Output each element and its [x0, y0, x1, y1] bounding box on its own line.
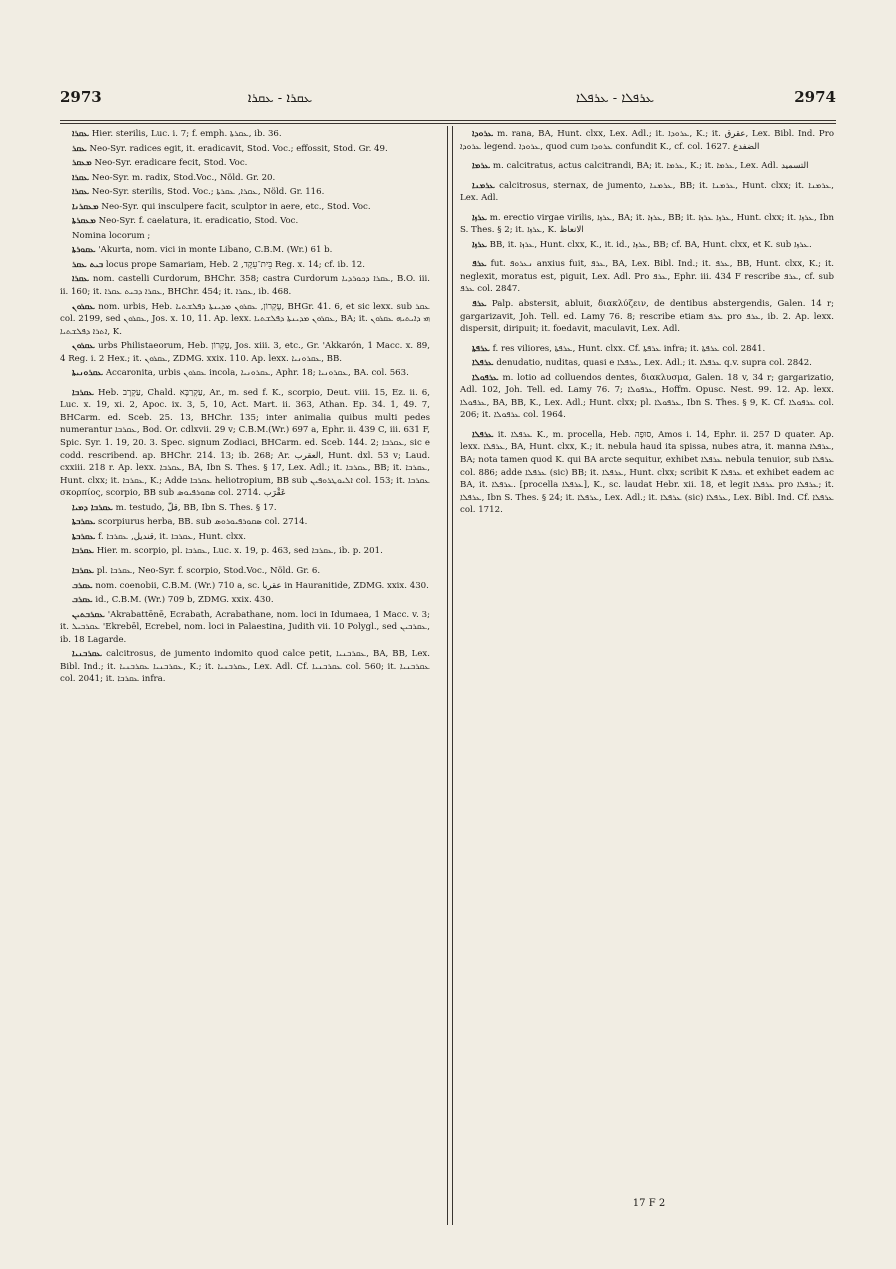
entry-text: Hier. m. scorpio, pl. ܥܩܪܒܐ, Luc. x. 19, p. 463, sed ܥܩܪܒܐ, ib. p. 201.	[96, 546, 383, 557]
entry-text: fut. ܢܥܪܘܦ anxius fuit, ܥܪܦ, BA, Lex. Bibl. Ind.; it. ܥܪܦ, BB, Hunt. clxx, K.; it. neglexit, moratus est, piguit, Lex. Adl. Pro ܥܪܦ, Ephr. iii. 434 F rescribe ܥܪܦ, cf. sub ܥܪܦ col. 2847.	[460, 259, 834, 295]
entry-text: m. calcitratus, actus calcitrandi, BA; it. ܥܪܡܐ, K.; it. ܥܪܡܐ, Lex. Adl.	[492, 161, 779, 172]
arabic-gloss: الانعاظ	[559, 225, 584, 236]
entry-headword: ܥܪܦ	[472, 299, 487, 310]
dictionary-entry	[60, 244, 430, 257]
header-rule	[60, 123, 836, 124]
entry-headword: ܥܩܪܘܢ	[72, 341, 95, 352]
signature-mark: 17 F 2	[632, 1198, 666, 1209]
entry-headword: ܥܩܪܒܐ	[72, 546, 94, 557]
dictionary-entry	[60, 230, 430, 243]
dictionary-entry	[60, 259, 430, 272]
entry-text: Nomina locorum ;	[72, 230, 151, 241]
entry-headword: ܥܩܘܪܬܐ	[72, 245, 96, 256]
dictionary-entry	[460, 160, 834, 173]
dictionary-entry	[60, 157, 430, 170]
entry-headword: ܥܩܪܒܢܝܐ	[72, 649, 103, 660]
dictionary-entry	[60, 172, 430, 185]
entry-text: urbs Philistaeorum, Heb. עֶקְרוֹן, Jos. xiii. 3, etc., Gr. 'Akkarón, 1 Macc. x. 89, 4 Reg. i. 2 Hex.; it. ܥܩܪܘܢ, ZDMG. xxix. 110. Ap. lexx. ܥܩܪܘܢܝܐ, BB.	[60, 341, 430, 364]
entry-text: Neo-Syr. m. radix, Stod.Voc., Nöld. Gr. 20.	[91, 172, 276, 183]
left-page-number: 2973	[60, 88, 102, 106]
entry-headword: ܥܪܘܕܐ	[472, 129, 494, 139]
entry-headword: ܥܩܪ	[72, 143, 87, 154]
entry-headword: ܥܩܪܒܐ	[72, 387, 94, 398]
entry-headword: ܡܥܩܪ	[72, 158, 92, 169]
arabic-gloss: عَقْرَب	[263, 488, 287, 499]
entry-text: locus prope Samariam, Heb. בֵּית־עֵקֶד, 2 Reg. x. 14; cf. ib. 12.	[105, 259, 365, 270]
dictionary-entry	[60, 531, 430, 544]
entry-text: id., C.B.M. (Wr.) 709 b, ZDMG. xxix. 430.	[95, 595, 274, 606]
entry-headword: ܥܪܙܐ	[472, 212, 487, 223]
entry-text: m. lotio ad colluendos dentes, διακλυσμα, Galen. 18 v, 34 r; gargarizatio, Adl. 102, Joh. Tell. ed. Lamy 76. 7; ܥܪܦܘܠܐ, Hoffm. Opusc. Nest. 99. 12. Ap. lexx. ܥܪܦܘܠܐ, BA, BB, K., Lex. Adl.; Hunt. clxx; pl. ܥܪܦܘܠܐ, Ibn S. Thes. § 9, K. Cf. ܥܪܦܘܠܐ col. 206; it. ܥܪܦܘܠܐ col. 1964.	[460, 372, 835, 421]
entry-text: Accaronita, urbis ܥܩܪܘܢ incola, ܥܩܪܘܢܝܐ, Aphr. 18; ܥܩܪܘܢܝܐ, BA. col. 563.	[105, 368, 409, 379]
entry-text: 'Akurta, nom. vici in monte Libano, C.B.M. (Wr.) 61 b.	[98, 245, 333, 256]
entry-headword: ܥܩܪܐ	[72, 274, 90, 285]
arabic-gloss: الضفدع	[732, 141, 760, 152]
entry-headword: ܥܪܡܢܐ	[472, 180, 496, 191]
entry-text: f. res viliores, ܥܪܦܬܐ, Hunt. clxx. Cf. ܥܪܦܬܐ infra; it. ܥܪܦܬܐ col. 2841.	[492, 343, 766, 354]
dictionary-entry	[460, 298, 834, 336]
entry-headword: ܥܪܦ	[472, 259, 487, 270]
entry-headword: ܒܝܬ ܥܩܪ	[72, 259, 104, 270]
dictionary-entry	[60, 502, 430, 515]
page-header	[60, 88, 836, 114]
dictionary-entry	[60, 594, 430, 607]
entry-headword: ܥܩܪܒܬܝܢ	[72, 609, 105, 620]
entry-text: calcitrosus, sternax, de jumento, ܥܪܡܢܐ, BB; it. ܥܪܡܢܐ, Hunt. clxx; it. ܥܪܡܢܐ, Lex. Adl.	[460, 180, 834, 204]
dictionary-entry	[60, 215, 430, 228]
dictionary-entry	[460, 372, 834, 422]
dictionary-entry	[60, 516, 430, 529]
entry-text: f. قنديل, ܥܩܪܒܐ, it. ܥܩܪܒܐ, Hunt. clxx.	[98, 531, 246, 542]
dictionary-entry	[60, 387, 430, 500]
dictionary-entry	[60, 186, 430, 199]
entry-text: nom. castelli Curdorum, BHChr. 358; castra Curdorum ܥܩܪܐ ܕܟܘܪܕܝܐ, B.O. iii. ii. 160; it. ܥܩܪܐ ܕܒܝܬ ܥܩܪܐ, BHChr. 454; it. ܥܩܪܐ, ib. 468.	[60, 274, 430, 298]
entry-text: 'Akrabattēnē, Ecrabath, Acrabathane, nom. loci in Idumaea, 1 Macc. v. 3; it. ܥܩܪܒܝܠ 'Ekrebēl, Ecrebel, nom. loci in Palaestina, Judith vii. 10 Polygl., sed ܥܩܪܒܝܢ, ib. 18 Lagarde.	[60, 609, 430, 645]
dictionary-entry	[60, 545, 430, 558]
entry-text: Heb. עַקְרָב, Chald. עַקְרַבָּא, Ar., m. sed f. K., scorpio, Deut. viii. 15, Ez. ii. 6, Luc. x. 19, xi. 2, Apoc. ix. 3, 5, 10, Act. Mart. ii. 363, Athan. Ep. 34. 1, 49. 7, BHCarm. ed. Sceb. 25. 13, BHChr. 135; inter animalia quibus multi pedes numerantur ܥܩܪܒܐ, Bod. Or. cdlxvii. 29 v; C.B.M.(Wr.) 697 a, Ephr. ii. 439 C, iii. 631 F, Spic. Syr. 1. 19, 20. 3. Spec. signum Zodiaci, BHCarm. ed. Sceb. 144. 2; ܥܩܪܒܐ, sic e codd. rescribend. ap. BHChr. 214. 13; ib. 268; Ar. العقرب, Hunt. dxl. 53 v; Laud. cxxiii. 218 r. Ap. lexx. ܥܩܪܒܐ, BA, Ibn S. Thes. § 17, Lex. Adl.; it. ܥܩܪܒܐ, BB; it. ܥܩܪܒܐ, Hunt. clxx; it. ܥܩܪܒܐ, K.; Adde ܥܩܪܒܐ heliotropium, BB sub ܐܠܝܘܛܪܘܦܝܢ col. 153; it. ܥܩܪܒܐ σκορπίος, scorpio, BB sub ܣܩܘܪܦܝܘܣ col. 2714.	[60, 387, 431, 499]
dictionary-entry	[60, 580, 430, 593]
entry-text: Neo-Syr. eradicare fecit, Stod. Voc.	[94, 158, 248, 169]
dictionary-entry	[60, 128, 430, 141]
header-rule	[60, 120, 836, 121]
dictionary-entry	[60, 273, 430, 298]
entry-headword: ܥܪܦܠܐ	[472, 429, 494, 440]
entry-text: nom. coenobii, C.B.M. (Wr.) 710 a, sc. عقربا in Hauranitide, ZDMG. xxix. 430.	[95, 580, 429, 591]
dictionary-entry	[60, 301, 430, 339]
entry-headword: ܥܩܪܒ	[72, 580, 93, 591]
dictionary-entry	[460, 429, 834, 517]
entry-text: denudatio, nuditas, quasi e ܥܪܦܠܐ, Lex. Adl.; it. ܥܪܦܠܐ q.v. supra col. 2842.	[496, 358, 812, 369]
column-divider	[447, 126, 453, 1225]
entry-text: Hier. sterilis, Luc. i. 7; f. emph. ܥܩܪܬܐ, ib. 36.	[91, 129, 282, 139]
entry-headword: ܥܩܪܐ	[72, 129, 90, 139]
dictionary-entry	[460, 258, 834, 296]
entry-headword: ܥܩܪܒ	[72, 595, 93, 606]
arabic-gloss: التسميد	[781, 161, 809, 172]
right-running-head: ܥܪܦܠܐ - ܥܪܦܠܐ	[575, 91, 655, 106]
entry-text: m. testudo, قلّ, BB, Ibn S. Thes. § 17.	[115, 502, 277, 513]
entry-headword: ܥܪܦܠܐ	[472, 358, 494, 369]
right-column	[460, 128, 834, 519]
entry-headword: ܥܩܪܘܢ	[72, 301, 95, 312]
entry-text: Neo-Syr. sterilis, Stod. Voc.; ܥܩܪܐ, ܥܩܪܬܐ, Nöld. Gr. 116.	[91, 187, 325, 198]
entry-text: it. ܥܪܦܠܐ K., m. procella, Heb. סוּפָה, Amos i. 14, Ephr. ii. 257 D quater. Ap. lexx. ܥܪܦܠܐ, BA, Hunt. clxx, K.; it. nebula haud ita spissa, nubes atra, it. manna ܥܪܦܠܐ, BA; nota tamen quod K. qui BA arcte sequitur, exhibet ܥܪܦܠܐ nebula tenuior, sub ܥܪܦܠܐ col. 886; adde ܥܪܦܠܐ (sic) BB; it. ܥܪܦܠܐ, Hunt. clxx; scribit K ܥܪܦܠܐ et exhibet eadem ac BA, it. ܥܪܦܠܐ. [procella ܥܪܦܠܐ], K., sc. laudat Hebr. xii. 18, et legit ܥܪܦܠܐ pro ܥܪܦܠܐ; it. ܥܪܦܠܐ, Ibn S. Thes. § 24; it. ܥܪܦܠܐ, Lex. Adl.; it. ܥܪܦܠܐ (sic) ܥܪܦܠܐ, Lex. Bibl. Ind. Cf. ܥܪܦܠܐ col. 1712.	[460, 429, 835, 516]
dictionary-entry	[60, 565, 430, 578]
entry-text: Neo-Syr. f. caelatura, it. eradicatio, Stod. Voc.	[98, 216, 299, 227]
entry-headword: ܡܥܩܪܬܐ	[72, 216, 96, 227]
left-running-head: ܥܩܪܐ - ܥܩܪܐ	[247, 91, 313, 106]
entry-text: calcitrosus, de jumento indomito quod calce petit, ܥܩܪܒܢܝܐ, BA, BB, Lex. Bibl. Ind.; it. ܥܩܪܒܢܝܐ ܥܩܪܒܢܝܐ, K.; it. ܥܩܪܒܢܝܐ, Lex. Adl. Cf. ܥܩܪܒܢܝܐ col. 560; it. ܥܩܪܒܢܝܐ col. 2041; it. ܥܩܪܒܐ infra.	[60, 649, 430, 685]
right-page-number: 2974	[794, 88, 836, 106]
left-column	[60, 128, 430, 688]
entry-text: BB, it. ܥܪܙܐ, Hunt. clxx, K., it. id., ܥܪܙܐ, BB; cf. BA, Hunt. clxx, et K. sub ܥܪܙܐ.	[489, 239, 812, 250]
dictionary-entry	[60, 367, 430, 380]
dictionary-entry	[460, 128, 834, 153]
entry-headword: ܥܩܪܐ	[72, 187, 90, 198]
dictionary-entry	[460, 180, 834, 205]
dictionary-entry	[60, 201, 430, 214]
dictionary-entry	[460, 212, 834, 237]
entry-headword: ܥܩܪܒܐ	[72, 565, 94, 576]
dictionary-entry	[460, 343, 834, 356]
entry-headword: ܥܩܪܒܬܐ	[72, 531, 96, 542]
dictionary-entry	[460, 357, 834, 370]
dictionary-entry	[460, 239, 834, 252]
entry-text: Neo-Syr. qui insculpere facit, sculptor in aere, etc., Stod. Voc.	[101, 201, 371, 212]
entry-headword: ܥܪܙܐ	[472, 239, 487, 250]
entry-headword: ܥܩܪܒܐ ܕܡܝܐ	[72, 502, 113, 513]
entry-headword: ܥܩܪܐ	[72, 172, 90, 183]
entry-headword: ܥܪܦܬܐ	[472, 343, 490, 354]
entry-text: Neo-Syr. radices egit, it. eradicavit, Stod. Voc.; effossit, Stod. Gr. 49.	[89, 143, 388, 154]
entry-headword: ܥܪܡܐ	[472, 161, 491, 172]
dictionary-entry	[60, 340, 430, 365]
dictionary-entry	[60, 143, 430, 156]
entry-text: Palp. abstersit, abluit, διακλύζειν, de dentibus abstergendis, Galen. 14 r; gargarizavit, Joh. Tell. ed. Lamy 76. 8; rescribe etiam ܥܪܦ pro ܥܪܦ, ib. 2. Ap. lexx. dispersit, diripuit; it. foedavit, maculavit, Lex. Adl.	[460, 299, 834, 335]
entry-text: scorpiurus herba, BB. sub ܣܩܘܪܦܝܘܪܘܣ col. 2714.	[98, 517, 308, 528]
entry-headword: ܡܥܩܪܢܐ	[72, 201, 99, 212]
entry-text: nom. urbis, Heb. עֶקְרוֹן, ܥܩܪܘܢ ܡܕܝܢܬܐ ܕܦܠܫܬܝܐ, BHGr. 41. 6, et sic lexx. sub ܥܩܪ col. 2199, sed ܥܩܪܘܢ, Jos. x. 10, 11. Ap. lexx. ܥܩܪܘܢ ܡܕܝܢܬܐ ܕܦܠܫܬܝܐ, BA; it. ܗܝ ܕܐܝܬܝܗ ܥܩܪܘܢ ܐܬܪܐ ܕܦܠܫܬܝܐ, K.	[60, 301, 431, 337]
entry-headword: ܥܪܦܘܠܐ	[472, 372, 499, 383]
entry-text: m. erectio virgae virilis, ܥܪܙܐ, BA; it. ܥܪܙܐ, BB; it. ܥܪܙܐ ܥܪܙܐ, Hunt. clxx; it. ܥܪܙܐ, Ibn S. Thes. § 2; it. ܥܪܙܐ, K.	[460, 212, 834, 236]
entry-headword: ܥܩܪܒܬܐ	[72, 517, 96, 528]
entry-text: pl. ܥܩܪܒܐ, Neo-Syr. f. scorpio, Stod.Voc., Nöld. Gr. 6.	[96, 565, 321, 576]
entry-headword: ܥܩܪܘܢܝܬܐ	[72, 368, 104, 379]
dictionary-entry	[60, 609, 430, 647]
dictionary-entry	[60, 648, 430, 686]
entry-text: m. rana, BA, Hunt. clxx, Lex. Adl.; it. ܥܪܘܕܐ, K.; it. عقرق, Lex. Bibl. Ind. Pro ܥܪܘܕܐ legend. ܥܪܘܕܐ, quod cum ܥܪܘܕܐ confundit K., cf. col. 1627.	[460, 129, 834, 152]
